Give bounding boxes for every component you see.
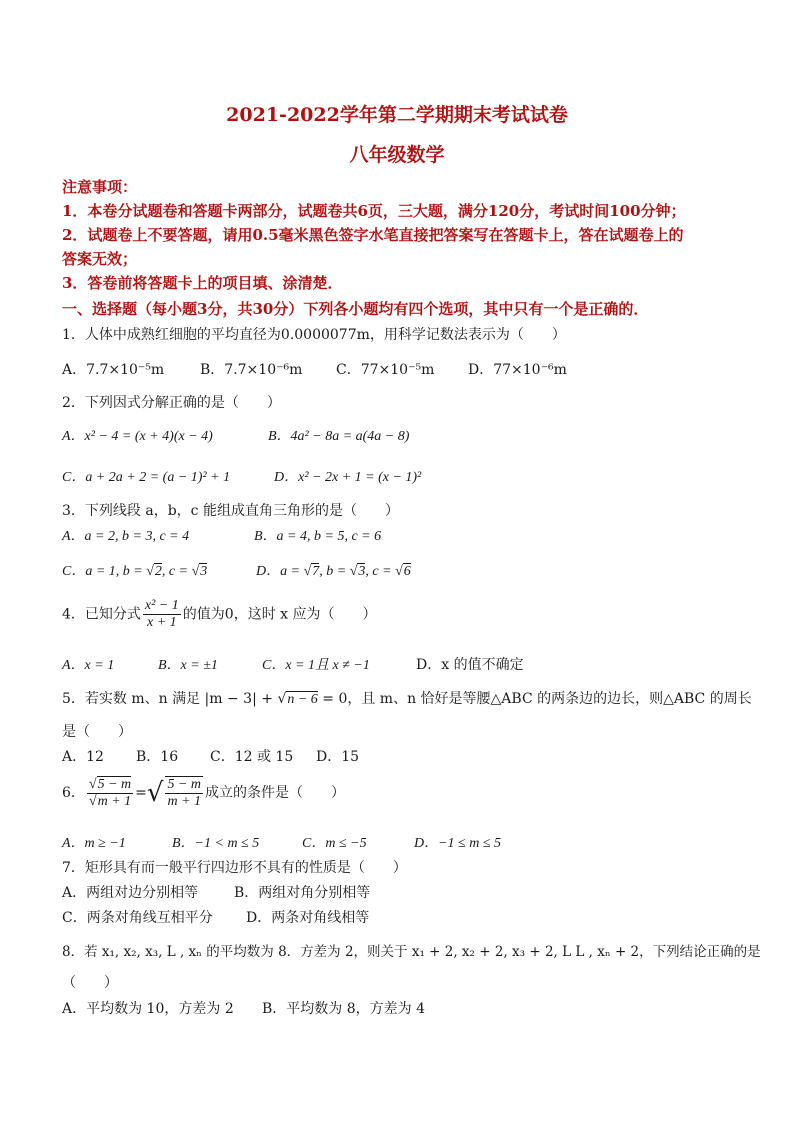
fraction [143,598,181,631]
sqrt-sign: √ [395,564,403,579]
sqrt-sign: √ [191,564,200,579]
stem-prefix: 4．已知分式 [62,606,141,623]
notice-item-1: 1．本卷分试题卷和答题卡两部分，试题卷共6页，三大题，满分120分，考试时间100分钟； [62,202,686,220]
question-2-stem: 2．下列因式分解正确的是（ ） [62,395,281,411]
notice-item-2-cont: 答案无效； [62,250,138,268]
question-4-option-d: D．x 的值不确定 [416,657,524,673]
stem-part-1: 5．若实数 m、n 满足 |m − 3| + [62,691,278,707]
question-3-option-b: B．a = 4, b = 5, c = 6 [254,529,382,544]
question-7-option-c: C．两条对角线互相平分 [62,910,213,926]
question-5-option-c: C．12 或 15 [210,749,294,765]
separator: , b = [319,564,350,579]
question-5-option-b: B．16 [136,749,179,765]
question-6-option-a: A．m ≥ −1 [62,836,126,851]
question-6-option-c: C．m ≤ −5 [302,836,367,851]
notice-item-3: 3．答卷前将答题卡上的项目填、涂清楚． [62,274,343,292]
question-2-option-c: C．a + 2a + 2 = (a − 1)² + 1 [62,470,231,485]
radicand: 5 − m [97,776,132,792]
question-6-option-d: D．−1 ≤ m ≤ 5 [414,836,502,851]
question-5-option-d: D．15 [316,749,360,765]
separator: , c = [365,564,396,579]
separator: , c = [161,564,192,579]
question-3-option-a: A．a = 2, b = 3, c = 4 [62,529,190,544]
stem-suffix: 成立的条件是（ ） [205,785,346,801]
radicand: 3 [200,564,208,579]
question-7-stem: 7．矩形具有而一般平行四边形不具有的性质是（ ） [62,860,407,876]
sqrt-sign: √ [146,564,154,579]
left-fraction [87,777,133,810]
numerator: x² − 1 [144,598,179,613]
question-8-option-a: A．平均数为 10，方差为 2 [62,1001,234,1017]
question-3-option-d [256,560,411,580]
stem-suffix: 的值为0，这时 x 应为（ ） [182,606,377,623]
radicand: 6 [403,564,411,579]
question-7-option-d: D．两条对角线相等 [246,910,370,926]
question-3-stem: 3．下列线段 a，b，c 能组成直角三角形的是（ ） [62,503,399,519]
question-1-option-c: C．77×10⁻⁵m [336,362,435,378]
stem-part-2: = 0，且 m、n 恰好是等腰△ABC 的两条边的边长，则△ABC 的周长 [317,691,752,707]
question-1-option-b: B．7.7×10⁻⁶m [200,362,303,378]
question-1-option-d: D．77×10⁻⁶m [468,362,567,378]
radicand: m + 1 [97,793,132,809]
question-4-option-a: A．x = 1 [62,658,115,673]
sqrt-sign: √ [349,564,358,579]
stem-prefix: 6． [62,785,85,801]
option-c-prefix: C．a = 1, b = [62,564,147,579]
right-fraction [165,776,203,810]
sqrt-sign: √ [277,691,287,707]
question-4-option-c: C．x = 1且 x ≠ −1 [262,658,370,673]
question-4-option-b: B．x = ±1 [158,658,218,673]
question-5-stem [62,688,752,708]
notice-item-2: 2．试题卷上不要答题，请用0.5毫米黑色签字水笔直接把答案写在答题卡上，答在试题卷上的 [62,226,684,244]
equals-sign: = [135,785,147,801]
sqrt-sign: √ [303,564,312,579]
numerator: √5 − m [88,776,132,792]
radicand: 3 [358,564,366,579]
question-8-option-b: B．平均数为 8，方差为 4 [262,1001,426,1017]
option-d-prefix: D．a = [256,564,304,579]
numerator: 5 − m [167,777,202,792]
question-6-stem [62,776,345,810]
question-6-option-b: B．−1 < m ≤ 5 [172,836,260,851]
question-1-stem: 1．人体中成熟红细胞的平均直径为0.0000077m，用科学记数法表示为（ ） [62,327,566,343]
question-5-option-a: A．12 [62,749,104,765]
denominator: m + 1 [167,794,202,809]
question-2-option-b: B．4a² − 8a = a(4a − 8) [268,429,410,444]
denominator: √m + 1 [88,793,132,809]
sqrt-sign: √ [146,778,164,808]
exam-title: 2021-2022学年第二学期期末考试试卷 [226,104,568,126]
question-5-stem-cont: 是（ ） [62,724,132,740]
notice-heading: 注意事项： [62,178,138,196]
section-1-heading: 一、选择题（每小题3分，共30分）下列各小题均有四个选项，其中只有一个是正确的． [62,300,649,318]
radicand: 7 [312,564,320,579]
question-2-option-a: A．x² − 4 = (x + 4)(x − 4) [62,429,213,444]
exam-subtitle: 八年级数学 [349,144,445,166]
question-2-option-d: D．x² − 2x + 1 = (x − 1)² [274,470,422,485]
radicand: n − 6 [287,692,318,707]
question-7-option-a: A．两组对边分别相等 [62,885,199,901]
question-7-option-b: B．两组对角分别相等 [234,885,371,901]
denominator: x + 1 [147,615,177,630]
question-4-stem [62,598,376,631]
question-1-option-a: A．7.7×10⁻⁵m [62,362,165,378]
question-8-stem: 8．若 x₁, x₂, x₃, L , xₙ 的平均数为 8．方差为 2，则关于 x₁ + 2, x₂ + 2, x₃ + 2, L L , xₙ + 2，下列结论正确的是 [62,944,761,960]
question-8-stem-cont: （ ） [62,975,118,991]
radicand: 2 [154,564,162,579]
question-3-option-c [62,560,207,580]
